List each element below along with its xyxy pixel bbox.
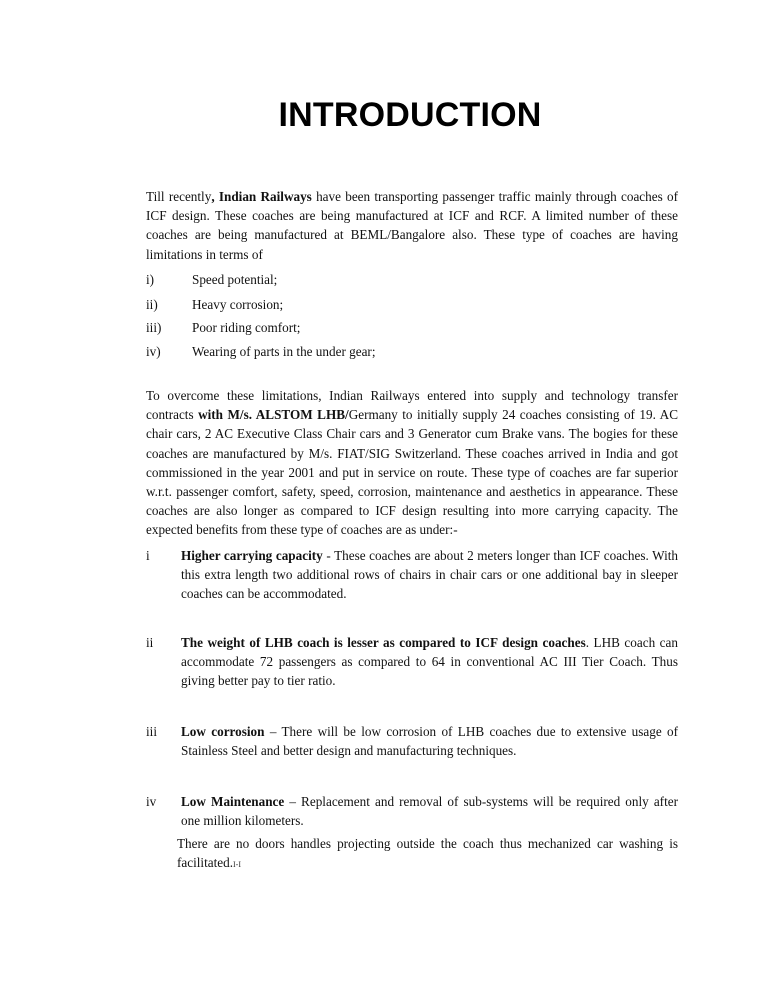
overcome-text-2: Germany to initially supply 24 coaches consisting of 19. AC chair cars, 2 AC Executive Class Chair cars and 3 Generator cum Brake vans. The bogies for these coaches are manufactured by M/s. FIAT/SIG Switzerland. These coaches arrived in India and got commissioned in the year 2001 and put in service on route. These type of coaches are far superior w.r.t. passenger comfort, safety, speed, corrosion, maintenance and aesthetics in appearance. These coaches are also longer as compared to ICF design resulting into more carrying capacity. The expected benefits from these type of coaches are as under:- <box>146 407 678 538</box>
benefit-heading: Higher carrying capacity <box>181 548 323 563</box>
benefit-number: i <box>146 548 150 563</box>
overcome-paragraph <box>146 386 678 540</box>
benefit-text: – Replacement and removal of sub-systems will be required only after one million kilometers. <box>181 794 678 829</box>
benefit-heading: Low Maintenance <box>181 794 285 809</box>
benefit-number: iii <box>146 724 157 739</box>
limitation-number: iii) <box>146 320 162 335</box>
limitation-text: Heavy corrosion; <box>192 297 284 312</box>
overcome-text-1: To overcome these limitations, Indian Railways entered into supply and technology transfer contracts <box>146 388 678 423</box>
benefit-text: – There will be low corrosion of LHB coaches due to extensive usage of Stainless Steel and better design and manufacturing techniques. <box>181 724 678 759</box>
benefit-body <box>181 792 678 830</box>
limitation-number: iv) <box>146 344 161 359</box>
benefit-body <box>181 546 678 604</box>
page-title: INTRODUCTION <box>278 96 542 134</box>
limitation-number: i) <box>146 272 155 287</box>
benefit-text: - These coaches are about 2 meters longer than ICF coaches. With this extra length two additional rows of chairs in chair cars or one additional bay in sleeper coaches can be accommodated. <box>181 548 678 602</box>
footnote-mark: I-I <box>233 860 242 870</box>
benefit-text: . LHB coach can accommodate 72 passengers as compared to 64 in conventional AC III Tier Coach. Thus giving better pay to tier ratio. <box>181 635 678 689</box>
limitation-text: Speed potential; <box>192 272 278 287</box>
intro-text-2: have been transporting passenger traffic mainly through coaches of ICF design. These coaches are being manufactured at ICF and RCF. A limited number of these coaches are being manufactured at BEML/Bangalore also. These type of coaches are having limitations in terms of <box>146 189 678 262</box>
benefit-number: ii <box>146 635 154 650</box>
overcome-bold-alstom: with M/s. ALSTOM LHB/ <box>198 407 349 423</box>
limitation-text: Poor riding comfort; <box>192 320 301 335</box>
intro-paragraph <box>146 187 678 264</box>
benefit-body <box>181 633 678 691</box>
limitation-text: Wearing of parts in the under gear; <box>192 344 376 359</box>
benefit-heading: Low corrosion <box>181 724 265 739</box>
benefit-number: iv <box>146 794 157 809</box>
benefit-heading: The weight of LHB coach is lesser as compared to ICF design coaches <box>181 635 586 650</box>
intro-bold-indian-railways: , Indian Railways <box>211 189 312 204</box>
benefit-body <box>181 722 678 760</box>
car-washing-text: There are no doors handles projecting outside the coach thus mechanized car washing is facilitated. <box>177 836 678 871</box>
limitation-number: ii) <box>146 297 158 312</box>
car-washing-paragraph <box>177 834 678 874</box>
intro-text-1: Till recently <box>146 189 212 204</box>
